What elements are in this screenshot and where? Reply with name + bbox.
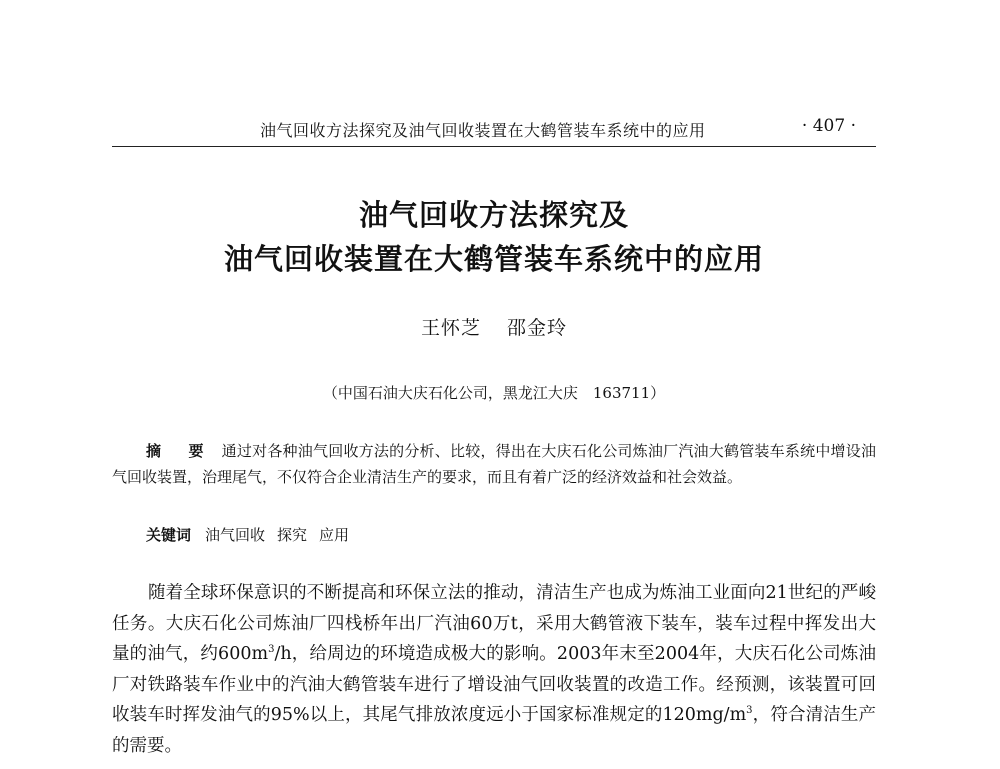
running-header <box>112 112 876 147</box>
body-text-part-2: /h，给周边的环境造成极大的影响。2003年末至2004年，大庆石化公司炼油厂对铁路装车作业中的汽油大鹤管装车进行了增设油气回收装置的改造工作。经预测，该装置可回收装车时挥发油气的95%以上，其尾气排放浓度远小于国家标准规定的120mg/m <box>112 644 876 725</box>
abstract <box>112 438 876 490</box>
author-2: 邵金玲 <box>507 317 568 339</box>
keyword-2: 探究 <box>277 526 308 544</box>
body-text-part-3: ，符合清洁生产的需要。 <box>112 705 876 756</box>
body-paragraph-1 <box>112 578 876 761</box>
keyword-1: 油气回收 <box>205 526 266 544</box>
body-text-part-1: 随着全球环保意识的不断提高和环保立法的推动，清洁生产也成为炼油工业面向21世纪的严峻任务。大庆石化公司炼油厂四栈桥年出厂汽油60万t，采用大鹤管液下装车，装车过程中挥发出大量的油气，约600m <box>112 583 876 664</box>
abstract-label: 摘 要 <box>146 442 210 460</box>
running-title: 油气回收方法探究及油气回收装置在大鹤管装车系统中的应用 <box>260 121 706 140</box>
title-line-2: 油气回收装置在大鹤管装车系统中的应用 <box>223 242 764 276</box>
keywords-label: 关键词 <box>146 526 192 544</box>
superscript-2: 3 <box>746 705 753 717</box>
affiliation: （中国石油大庆石化公司，黑龙江大庆 163711） <box>322 384 666 402</box>
author-1: 王怀芝 <box>420 317 481 339</box>
authors <box>112 313 876 340</box>
superscript-1: 3 <box>268 644 275 656</box>
abstract-text: 通过对各种油气回收方法的分析、比较，得出在大庆石化公司炼油厂汽油大鹤管装车系统中增设油气回收装置，治理尾气，不仅符合企业清洁生产的要求，而且有着广泛的经济效益和社会效益。 <box>112 442 876 486</box>
keyword-3: 应用 <box>319 526 350 544</box>
keywords <box>146 524 349 545</box>
page-number: · 407 · <box>801 116 856 136</box>
article-title <box>112 193 876 281</box>
title-line-1: 油气回收方法探究及 <box>358 198 629 232</box>
